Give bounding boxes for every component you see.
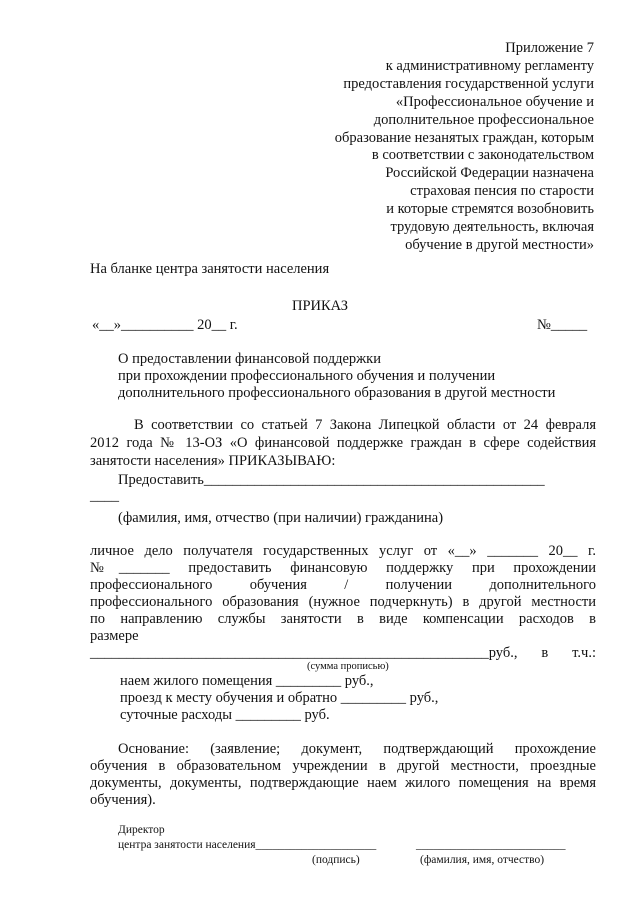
body-line: профессионального обучения / получении дополнительного [90, 577, 596, 593]
fio-hint: (фамилия, имя, отчество (при наличии) гражданина) [118, 510, 444, 526]
body-line: личное дело получателя государственных услуг от «__» _______ 20__ г. [90, 543, 596, 559]
appendix-line: и которые стремятся возобновить [386, 201, 594, 218]
appendix-line: Приложение 7 [505, 40, 594, 56]
basis-line: документы, документы, подтверждающие наем жилого помещения на время [90, 775, 596, 791]
basis-line: обучения в образовательном учреждении в другой местности, проездные [90, 758, 596, 774]
order-number: №_____ [537, 317, 588, 333]
subject-line: при прохождении профессионального обучения и получении [118, 368, 496, 384]
name-blank: __________________________ [416, 839, 566, 851]
subject-line: дополнительного профессионального образования в другой местности [118, 385, 556, 401]
appendix-line: «Профессиональное обучение и [395, 93, 594, 110]
signatory-position: Директор [118, 824, 165, 836]
name-hint: (фамилия, имя, отчество) [420, 854, 545, 866]
appendix-line: страховая пенсия по старости [410, 183, 594, 200]
grant-line: Предоставить_______________________________________________ [118, 472, 545, 488]
order-date: «__»__________ 20__ г. [92, 317, 238, 333]
preamble-line: 2012 года № 13-ОЗ «О финансовой поддержке граждан в сфере содействия [90, 435, 596, 451]
preamble-line: занятости населения» ПРИКАЗЫВАЮ: [90, 453, 336, 469]
body-line: размере [90, 628, 139, 644]
appendix-line: дополнительное профессиональное [373, 111, 594, 128]
expense-item: суточные расходы _________ руб. [120, 707, 330, 723]
appendix-line: предоставления государственной услуги [343, 75, 594, 92]
appendix-line: Российской Федерации назначена [385, 165, 594, 182]
appendix-block [335, 40, 594, 255]
body-line: по направлению службы занятости в виде компенсации расходов в [90, 611, 596, 627]
amount-line: _______________________________________________________руб., в т.ч.: [90, 645, 596, 661]
body-line: №_______ предоставить финансовую поддержку при прохождении [90, 560, 596, 576]
grant-line-cont: ____ [90, 488, 119, 504]
appendix-line: обучение в другой местности» [405, 236, 594, 253]
preamble-line: В соответствии со статьей 7 Закона Липецкой области от 24 февраля [134, 417, 596, 433]
expense-item: проезд к месту обучения и обратно _________ руб., [120, 690, 439, 706]
basis-line: обучения). [90, 792, 156, 808]
amount-hint: (сумма прописью) [307, 661, 389, 672]
signatory-org: центра занятости населения_____________________ [118, 839, 377, 851]
appendix-line: в соответствии с законодательством [371, 147, 594, 164]
basis-line: Основание: (заявление; документ, подтверждающий прохождение [118, 741, 596, 757]
expense-item: наем жилого помещения _________ руб., [120, 673, 374, 689]
appendix-line: трудовую деятельность, включая [390, 219, 594, 236]
subject-line: О предоставлении финансовой поддержки [118, 351, 381, 367]
appendix-line: образование незанятых граждан, которым [334, 129, 594, 146]
signature-hint: (подпись) [312, 854, 360, 866]
order-title: ПРИКАЗ [291, 298, 349, 314]
letterhead-note: На бланке центра занятости населения [90, 261, 330, 277]
body-line: профессионального образования (нужное подчеркнуть) в другой местности [90, 594, 596, 610]
appendix-line: к административному регламенту [385, 57, 594, 74]
